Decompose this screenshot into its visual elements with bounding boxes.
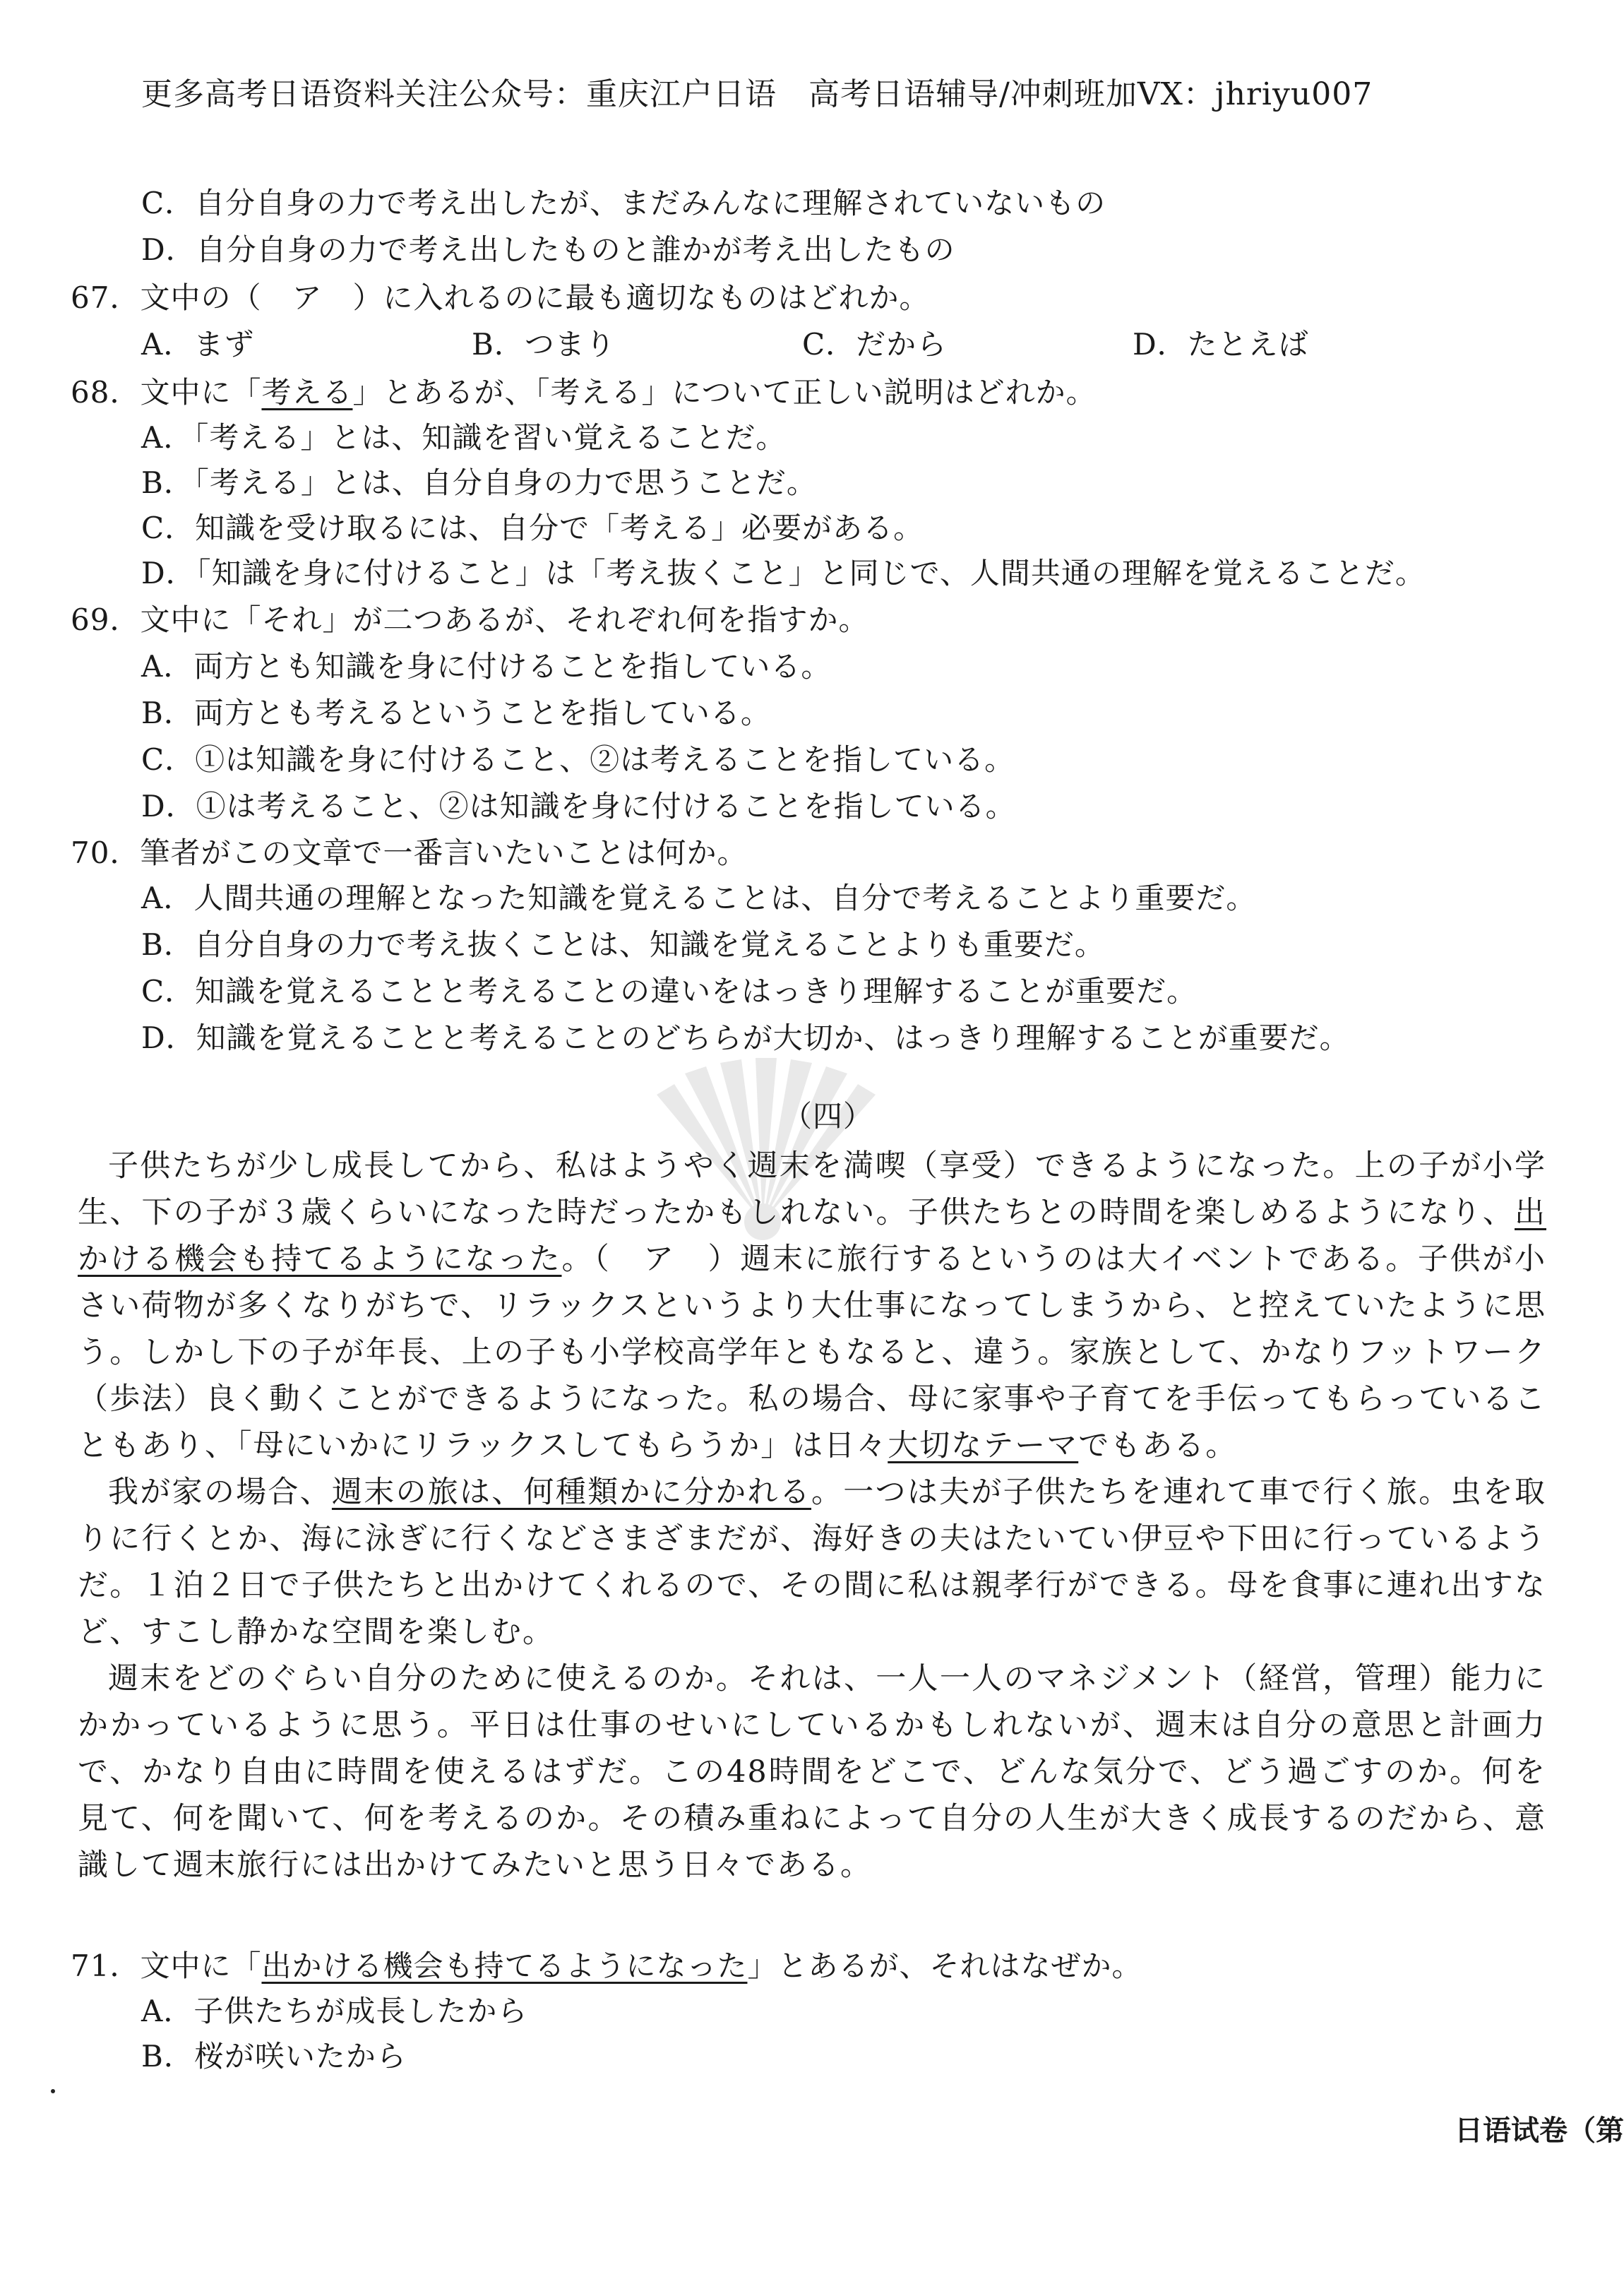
- q71-option-a: A．子供たちが成長したから: [141, 1994, 528, 2028]
- q71-option-b: B．桜が咲いたから: [141, 2039, 407, 2074]
- q68-stem: 68．文中に「考える」とあるが、「考える」について正しい説明はどれか。: [71, 375, 1097, 410]
- underlined-phrase-2: 大切なテーマ: [888, 1428, 1079, 1463]
- passage-paragraph-2: 我が家の場合、週末の旅は、何種類かに分かれる。一つは夫が子供たちを連れて車で行く旅。虫を取りに行くとか、海に泳ぎに行くなどさまざまだが、海好きの夫はたいてい伊豆や下田に行っているようだ。１泊２日で子供たちと出かけてくれるので、その間に私は親孝行ができる。母を食事に連れ出すなど、すこし静かな空間を楽しむ。: [78, 1475, 1547, 1650]
- page-footer: 日语试卷（第: [1455, 2114, 1624, 2147]
- q69-option-b: B．両方とも考えるということを指している。: [141, 696, 771, 730]
- q68-option-a: A．「考える」とは、知識を習い覚えることだ。: [141, 420, 787, 455]
- q70-option-a: A．人間共通の理解となった知識を覚えることは、自分で考えることより重要だ。: [141, 881, 1257, 915]
- q70-stem: 70．筆者がこの文章で一番言いたいことは何か。: [71, 835, 748, 870]
- q70-option-c: C．知識を覚えることと考えることの違いをはっきり理解することが重要だ。: [141, 974, 1198, 1009]
- q66-option-d: D．自分自身の力で考え出したものと誰かが考え出したもの: [141, 232, 955, 267]
- passage-paragraph-3: 週末をどのぐらい自分のために使えるのか。それは、一人一人のマネジメント（経営，管理）能力にかかっているように思う。平日は仕事のせいにしているかもしれないが、週末は自分の意思と計画力で、かなり自由に時間を使えるはずだ。この48時間をどこで、どんな気分で、どう過ごすのか。何を見て、何を聞いて、何を考えるのか。その積み重ねによって自分の人生が大きく成長するのだから、意識して週末旅行には出かけてみたいと思う日々である。: [78, 1661, 1546, 1883]
- q68-option-b: B．「考える」とは、自分自身の力で思うことだ。: [141, 465, 817, 500]
- q68-underlined-term: 考える: [261, 375, 353, 410]
- q69-option-c: C．①は知識を身に付けること、②は考えることを指している。: [141, 742, 1015, 777]
- q69-option-d: D．①は考えること、②は知識を身に付けることを指している。: [141, 789, 1016, 823]
- underlined-phrase-3: 週末の旅は、何種類かに分かれる: [331, 1475, 812, 1510]
- q67-options: [141, 326, 1483, 363]
- reading-passage: [78, 1143, 1546, 1888]
- passage-paragraph-1: 子供たちが少し成長してから、私はようやく週末を満喫（享受）できるようになった。上の子が小学生、下の子が３歳くらいになった時だったかもしれない。子供たちとの時間を楽しめるようになり、出かける機会も持てるようになった。（ ア ）週末に旅行するというのは大イベントである。子供が小さい荷物が多くなりがちで、リラックスというより大仕事になってしまうから、と控えていたように思う。しかし下の子が年長、上の子も小学校高学年ともなると、違う。家族として、かなりフットワーク（歩法）良く動くことができるようになった。私の場合、母に家事や子育てを手伝ってもらっていることもあり、「母にいかにリラックスしてもらうか」は日々大切なテーマでもある。: [78, 1148, 1546, 1463]
- q70-option-d: D．知識を覚えることと考えることのどちらが大切か、はっきり理解することが重要だ。: [141, 1021, 1350, 1055]
- q69-option-a: A．両方とも知識を身に付けることを指している。: [141, 649, 832, 684]
- q68-option-d: D．「知識を身に付けること」は「考え抜くこと」と同じで、人間共通の理解を覚えることだ。: [141, 556, 1426, 590]
- q69-stem: 69．文中に「それ」が二つあるが、それぞれ何を指すか。: [71, 602, 869, 637]
- q71-stem: 71．文中に「出かける機会も持てるようになった」とあるが、それはなぜか。: [71, 1949, 1142, 1983]
- q67-option-a: A．まず: [141, 327, 255, 362]
- q70-option-b: B．自分自身の力で考え抜くことは、知識を覚えることよりも重要だ。: [141, 927, 1105, 962]
- q66-option-c: C．自分自身の力で考え出したが、まだみんなに理解されていないもの: [141, 186, 1106, 220]
- q67-option-c: C．だから: [802, 327, 948, 362]
- passage-title: （四）: [782, 1099, 874, 1134]
- q67-stem: 67．文中の（ ア ）に入れるのに最も適切なものはどれか。: [71, 280, 930, 315]
- underlined-phrase-1: 出かける機会も持てるようになった: [78, 1195, 1546, 1277]
- q71-underlined-phrase: 出かける機会も持てるようになった: [261, 1949, 748, 1983]
- scan-speck: [51, 2089, 55, 2093]
- q67-option-b: B．つまり: [472, 327, 616, 362]
- q68-option-c: C．知識を受け取るには、自分で「考える」必要がある。: [141, 511, 924, 545]
- q67-option-d: D．たとえば: [1133, 327, 1309, 362]
- page-header: 更多高考日语资料关注公众号：重庆江户日语 高考日语辅导/冲刺班加VX：jhriyu007: [141, 76, 1373, 112]
